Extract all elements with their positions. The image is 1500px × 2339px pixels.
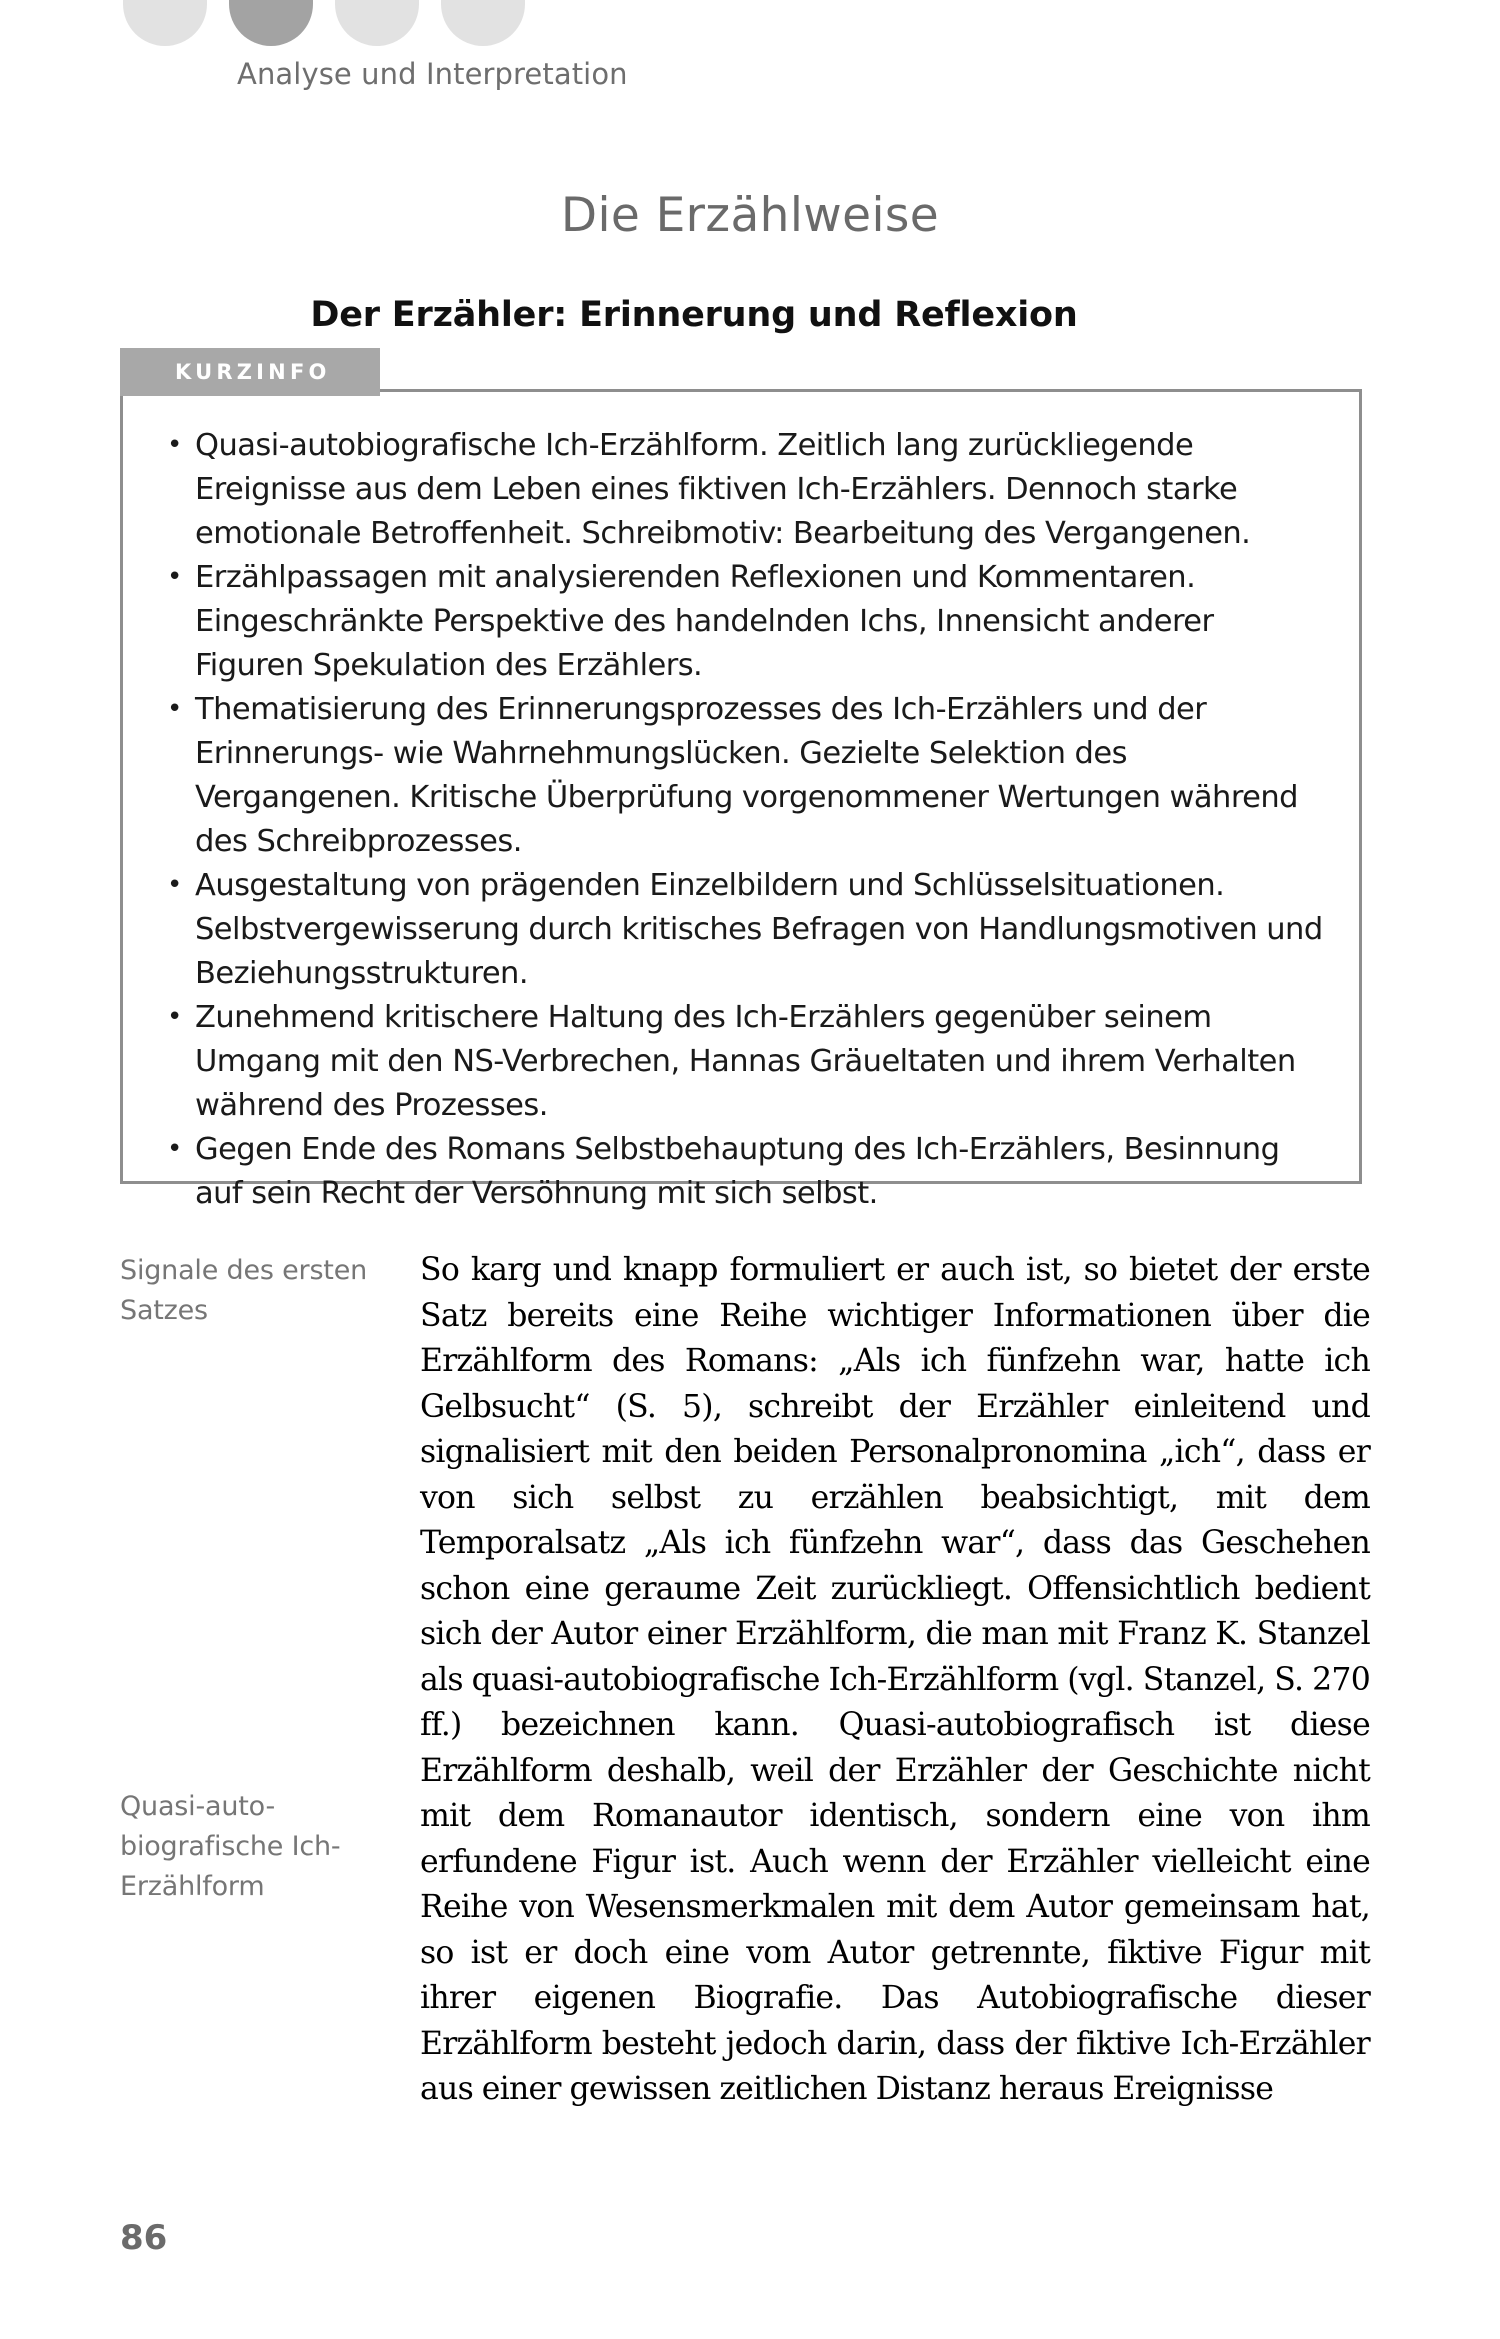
list-item: • Erzählpassagen mit analysierenden Reflexionen und Kommentaren. Eingeschränkte Perspektive des handelnden Ichs, Innensicht anderer Figuren Spekulation des Erzählers. [159,556,1323,688]
chapter-tab-2-icon [229,0,313,46]
section-title: Der Erzähler: Erinnerung und Reflexion [310,295,1078,335]
list-item: • Ausgestaltung von prägenden Einzelbildern und Schlüsselsituationen. Selbstvergewisserung durch kritisches Befragen von Handlungsmotiven und Beziehungsstrukturen. [159,864,1323,996]
kurzinfo-box [120,389,1362,1211]
margin-note-column [120,1248,420,1907]
chapter-tab-strip [123,0,525,46]
running-header-label: Analyse und Interpretation [237,57,628,91]
body-row [120,1248,1370,2113]
body-area [120,1248,1370,2113]
margin-note-first: Signale des ersten Satzes [120,1255,368,1326]
list-item: • Gegen Ende des Romans Selbstbehauptung des Ich-Erzählers, Besinnung auf sein Recht der Versöhnung mit sich selbst. [159,1128,1323,1216]
kurzinfo-badge: KURZINFO [120,348,380,396]
page-number: 86 [120,2218,168,2258]
body-paragraph: So karg und knapp formuliert er auch ist, so bietet der erste Satz bereits eine Reihe wichtiger Informationen über die Erzählform des Romans: „Als ich fünfzehn war, hatte ich Gelbsucht“ (S. 5), schreibt der Erzähler einleitend und signalisiert mit den beiden Personalpronomina „ich“, dass er von sich selbst zu erzählen beabsichtigt, mit dem Temporalsatz „Als ich fünfzehn war“, dass das Geschehen schon eine geraume Zeit zurückliegt. Offensichtlich bedient sich der Autor einer Erzählform, die man mit Franz K. Stanzel als quasi-autobiografische Ich-Erzählform (vgl. Stanzel, S. 270 ff.) bezeichnen kann. Quasi-autobiografisch ist diese Erzählform deshalb, weil der Erzähler der Geschichte nicht mit dem Romanautor identisch, sondern eine von ihm erfundene Figur ist. Auch wenn der Erzähler vielleicht eine Reihe von Wesensmerkmalen mit dem Autor gemeinsam hat, so ist er doch eine vom Autor getrennte, fiktive Figur mit ihrer eigenen Biografie. Das Autobiografische dieser Erzählform besteht jedoch darin, dass der fiktive Ich-Erzähler aus einer gewissen zeitlichen Distanz heraus Ereignisse [420,1252,1370,2107]
chapter-tab-1-icon [123,0,207,46]
body-text-column [420,1248,1370,2113]
list-item: • Quasi-autobiografische Ich-Erzählform. Zeitlich lang zurückliegende Ereignisse aus dem Leben eines fiktiven Ich-Erzählers. Dennoch starke emotionale Betroffenheit. Schreibmotiv: Bearbeitung des Vergangenen. [159,424,1323,556]
list-item: • Thematisierung des Erinnerungsprozesses des Ich-Erzählers und der Erinnerungs- wie Wahrnehmungslücken. Gezielte Selektion des Vergangenen. Kritische Überprüfung vorgenommener Wertungen während des Schreibprozesses. [159,688,1323,864]
margin-note-second: Quasi-auto-biografische Ich-Erzählform [120,1791,341,1902]
page-title: Die Erzählweise [560,188,940,243]
list-item: • Zunehmend kritischere Haltung des Ich-Erzählers gegenüber seinem Umgang mit den NS-Verbrechen, Hannas Gräueltaten und ihrem Verhalten während des Prozesses. [159,996,1323,1128]
chapter-tab-4-icon [441,0,525,46]
chapter-tab-3-icon [335,0,419,46]
kurzinfo-bullet-list [123,392,1359,1216]
